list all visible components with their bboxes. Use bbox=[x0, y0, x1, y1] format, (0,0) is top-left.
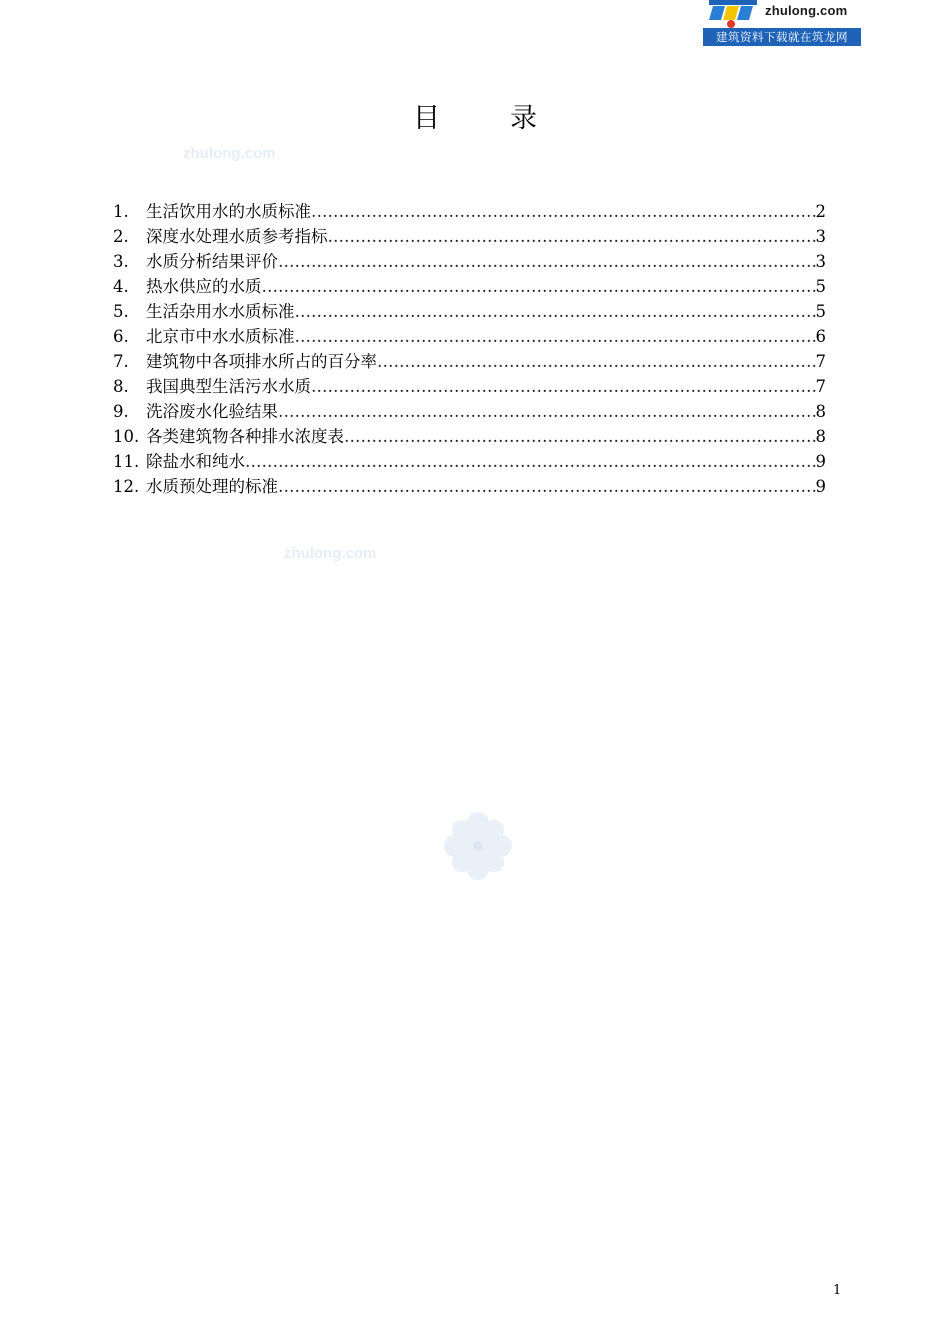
toc-entry[interactable] bbox=[113, 448, 826, 473]
toc-entry-page: 9 bbox=[815, 452, 826, 471]
toc-entry[interactable] bbox=[113, 298, 826, 323]
toc-entry-title: 洗浴废水化验结果 bbox=[146, 402, 278, 421]
toc-entry-number: 12. bbox=[113, 477, 140, 496]
toc-entry-page: 7 bbox=[815, 377, 826, 396]
toc-entry-number: 11. bbox=[113, 452, 140, 471]
toc-dot-leader bbox=[311, 377, 816, 396]
toc-entry-number: 8. bbox=[113, 377, 129, 396]
toc-entry-title: 水质分析结果评价 bbox=[146, 252, 278, 271]
toc-entry[interactable] bbox=[113, 373, 826, 398]
toc-dot-leader bbox=[262, 277, 816, 296]
toc-entry-page: 7 bbox=[815, 352, 826, 371]
logo-slogan: 建筑资料下载就在筑龙网 bbox=[703, 28, 861, 46]
toc-entry-page: 9 bbox=[815, 477, 826, 496]
toc-dot-leader bbox=[278, 252, 816, 271]
watermark-text: zhulong.com bbox=[183, 145, 276, 162]
toc-entry-number: 10. bbox=[113, 427, 140, 446]
toc-entry-number: 3. bbox=[113, 252, 129, 271]
logo-domain-text: zhulong.com bbox=[765, 3, 848, 18]
logo-mark-icon bbox=[707, 0, 759, 28]
toc-entry-page: 3 bbox=[815, 227, 826, 246]
page-title: 目录 bbox=[413, 103, 607, 134]
toc-entry[interactable] bbox=[113, 348, 826, 373]
toc-entry-number: 9. bbox=[113, 402, 129, 421]
logo-top bbox=[703, 0, 861, 28]
toc-entry-title: 建筑物中各项排水所占的百分率 bbox=[146, 352, 377, 371]
toc-entry-title: 除盐水和纯水 bbox=[146, 452, 245, 471]
toc-entry-page: 3 bbox=[815, 252, 826, 271]
toc-entry-number: 7. bbox=[113, 352, 129, 371]
toc-dot-leader bbox=[377, 352, 816, 371]
toc-entry-title: 我国典型生活污水水质 bbox=[146, 377, 311, 396]
toc-dot-leader bbox=[295, 327, 816, 346]
table-of-contents bbox=[113, 198, 826, 498]
toc-entry-number: 5. bbox=[113, 302, 129, 321]
toc-entry-page: 2 bbox=[815, 202, 826, 221]
toc-dot-leader bbox=[278, 402, 816, 421]
toc-entry[interactable] bbox=[113, 198, 826, 223]
toc-dot-leader bbox=[245, 452, 816, 471]
toc-entry-title: 各类建筑物各种排水浓度表 bbox=[146, 427, 344, 446]
toc-entry-number: 6. bbox=[113, 327, 129, 346]
toc-entry[interactable] bbox=[113, 423, 826, 448]
page-number: 1 bbox=[833, 1283, 842, 1298]
toc-entry[interactable] bbox=[113, 323, 826, 348]
toc-entry-title: 水质预处理的标准 bbox=[146, 477, 278, 496]
toc-entry-title: 热水供应的水质 bbox=[146, 277, 262, 296]
toc-dot-leader bbox=[295, 302, 816, 321]
toc-entry-page: 6 bbox=[815, 327, 826, 346]
toc-entry-number: 1. bbox=[113, 202, 129, 221]
toc-entry[interactable] bbox=[113, 248, 826, 273]
toc-dot-leader bbox=[278, 477, 816, 496]
toc-entry-title: 北京市中水水质标准 bbox=[146, 327, 295, 346]
toc-entry-page: 8 bbox=[815, 427, 826, 446]
watermark-text: zhulong.com bbox=[284, 545, 377, 562]
toc-dot-leader bbox=[328, 227, 816, 246]
toc-entry-title: 生活杂用水水质标准 bbox=[146, 302, 295, 321]
toc-entry-number: 4. bbox=[113, 277, 129, 296]
toc-entry-title: 深度水处理水质参考指标 bbox=[146, 227, 328, 246]
toc-entry[interactable] bbox=[113, 273, 826, 298]
toc-entry-number: 2. bbox=[113, 227, 129, 246]
zhulong-logo bbox=[703, 0, 861, 46]
toc-entry[interactable] bbox=[113, 398, 826, 423]
toc-dot-leader bbox=[311, 202, 816, 221]
toc-entry[interactable] bbox=[113, 473, 826, 498]
toc-entry-page: 5 bbox=[815, 277, 826, 296]
watermark-flower-icon bbox=[443, 811, 513, 881]
toc-entry-page: 8 bbox=[815, 402, 826, 421]
toc-entry-page: 5 bbox=[815, 302, 826, 321]
toc-dot-leader bbox=[344, 427, 816, 446]
toc-entry[interactable] bbox=[113, 223, 826, 248]
toc-entry-title: 生活饮用水的水质标准 bbox=[146, 202, 311, 221]
